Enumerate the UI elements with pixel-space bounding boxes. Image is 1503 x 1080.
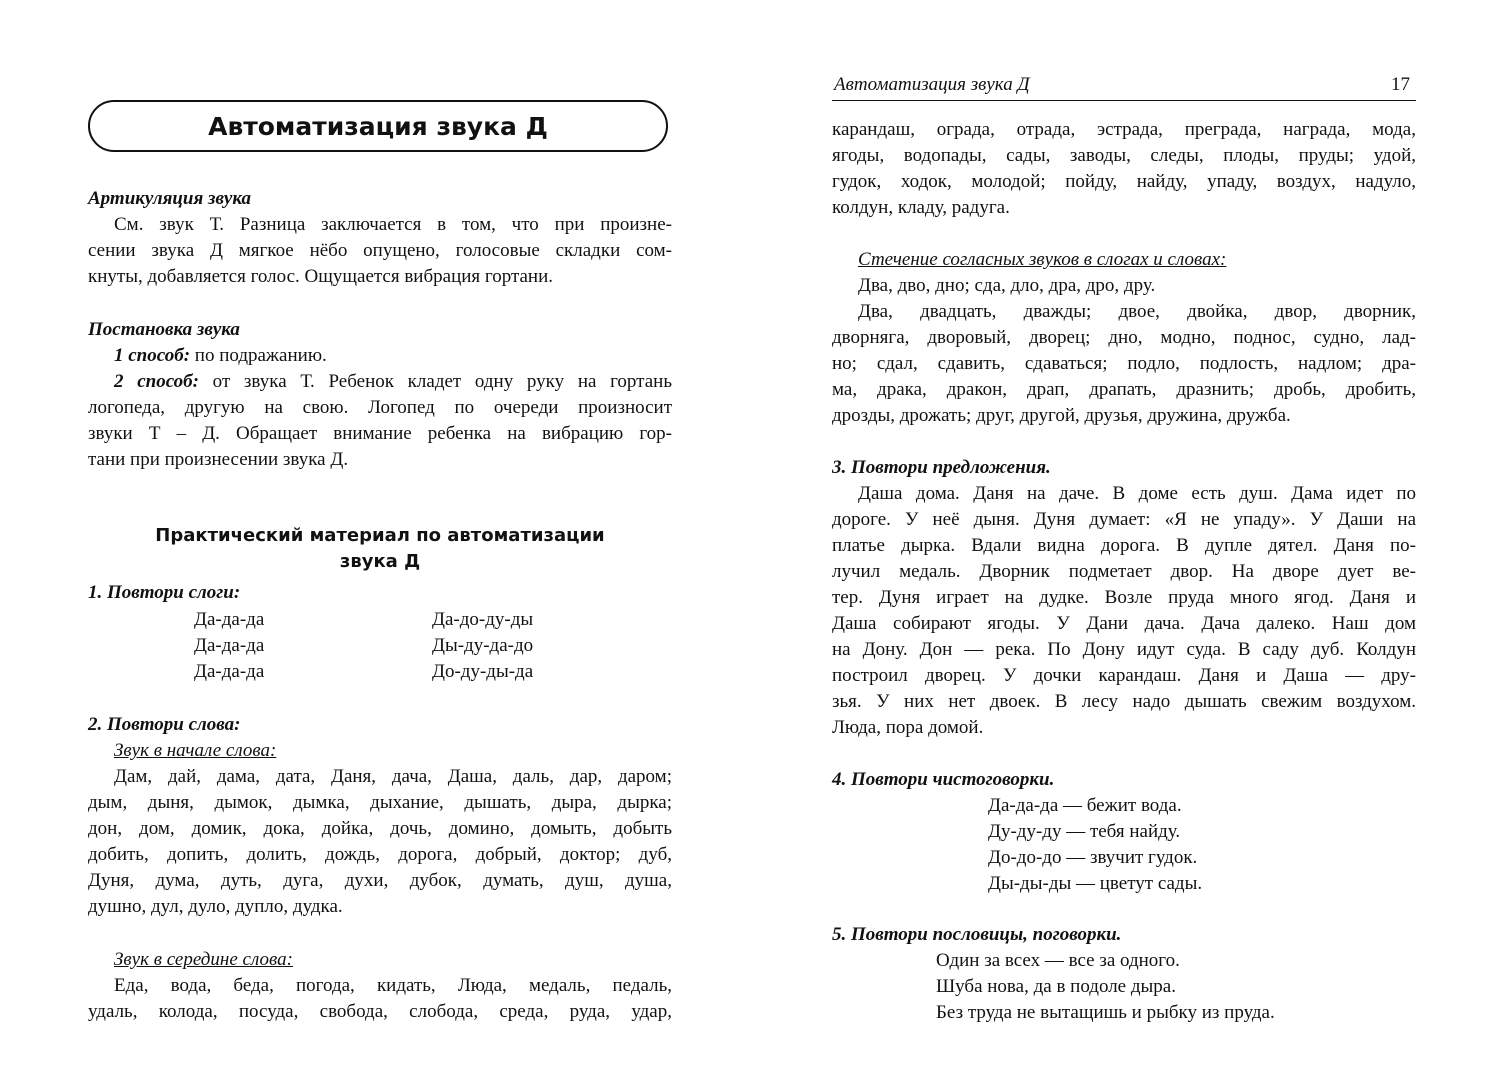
word-line: душно, дул, дуло, дупло, дудка.: [88, 896, 343, 917]
chapter-title-box: [88, 100, 668, 152]
ex1-heading: 1. Повтори слоги:: [88, 582, 241, 603]
way1-label: 1 способ:: [114, 345, 191, 366]
ex2-sub1: Звук в начале слова:: [114, 740, 277, 761]
sentence-line: Люда, пора домой.: [832, 717, 984, 738]
word-line: Еда, вода, беда, погода, кидать, Люда, медаль, педаль,: [114, 975, 672, 996]
setup-line: логопеда, другую на свою. Логопед по очереди произносит: [88, 397, 672, 418]
articulation-heading: Артикуляция звука: [88, 188, 252, 209]
syllable-item: Да-до-ду-ды: [432, 609, 534, 630]
sentence-line: построил дворец. У дочки карандаш. Даня и Даша — дру-: [832, 665, 1416, 686]
page-number: 17: [1391, 74, 1410, 95]
syllables-col2: [432, 607, 533, 685]
setup-way1: [88, 343, 672, 369]
verse-line: Ду-ду-ду — тебя найду.: [988, 821, 1181, 842]
chapter-title: Автоматизация звука Д: [208, 111, 548, 141]
articulation-line: сении звука Д мягкое нёбо опущено, голосовые складки сом-: [88, 240, 672, 261]
sentence-line: дороге. У неё дыня. Дуня думает: «Я не упаду». У Даши на: [832, 509, 1416, 530]
word-line: дрозды, дрожать; друг, другой, друзья, дружина, дружба.: [832, 405, 1291, 426]
way1-text: по подражанию.: [190, 345, 327, 366]
syllable-item: Да-да-да: [194, 609, 265, 630]
clusters-sub: Стечение согласных звуков в слогах и словах:: [858, 249, 1227, 270]
articulation-section: [88, 186, 672, 290]
ex4-heading: 4. Повтори чистоговорки.: [832, 769, 1055, 790]
clusters-section: [832, 247, 1416, 429]
sentence-line: Даша собирают ягоды. У Дани дача. Дача далеко. Наш дом: [832, 613, 1416, 634]
verse-line: Ды-ды-ды — цветут сады.: [988, 873, 1203, 894]
word-line: Два, двадцать, дважды; двое, двойка, двор, дворник,: [858, 301, 1416, 322]
setup-way2: [88, 369, 672, 395]
word-line: ягоды, водопады, сады, заводы, следы, плоды, пруды; удой,: [832, 145, 1416, 166]
syllable-item: До-ду-ды-да: [432, 661, 534, 682]
word-line: Дам, дай, дама, дата, Даня, дача, Даша, даль, дар, даром;: [114, 766, 672, 787]
word-line: удаль, колода, посуда, свобода, слобода, среда, руда, удар,: [88, 1001, 672, 1022]
verse-line: Без труда не вытащишь и рыбку из пруда.: [936, 1002, 1275, 1023]
setup-heading: Постановка звука: [88, 319, 240, 340]
word-line: карандаш, ограда, отрада, эстрада, преграда, награда, мода,: [832, 119, 1416, 140]
ex2-sub2: Звук в середине слова:: [114, 949, 293, 970]
ex2-heading: 2. Повтори слова:: [88, 714, 241, 735]
way2-text: от звука Т. Ребенок кладет одну руку на гортань: [198, 371, 672, 392]
ex5-heading: 5. Повтори пословицы, поговорки.: [832, 924, 1122, 945]
sentence-line: Даша дома. Даня на даче. В доме есть душ. Дама идет по: [858, 483, 1416, 504]
sentence-line: платье дырка. Вдали видна дорога. В дупле дятел. Даня по-: [832, 535, 1416, 556]
syllables-col1: [194, 607, 264, 685]
ex2-section: [88, 712, 672, 920]
clusters-syllables: Два, дво, дно; сда, дло, дра, дро, дру.: [858, 275, 1156, 296]
verse-line: Шуба нова, да в подоле дыра.: [936, 976, 1176, 997]
word-line: гудок, ходок, молодой; пойду, найду, упаду, воздух, надуло,: [832, 171, 1416, 192]
word-line: колдун, кладу, радуга.: [832, 197, 1010, 218]
word-line: дым, дыня, дымок, дымка, дыхание, дышать, дыра, дырка;: [88, 792, 672, 813]
ex3-heading: 3. Повтори предложения.: [832, 457, 1051, 478]
word-line: дворняга, дворовый, дворец; дно, модно, поднос, судно, лад-: [832, 327, 1416, 348]
setup-line: тани при произнесении звука Д.: [88, 449, 349, 470]
syllable-item: Да-да-да: [194, 661, 265, 682]
verse-line: До-до-до — звучит гудок.: [988, 847, 1198, 868]
setup-line: звуки Т – Д. Обращает внимание ребенка на вибрацию гор-: [88, 423, 672, 444]
tongue-twisters: [988, 793, 1202, 897]
practical-title-line: Практический материал по автоматизации: [155, 525, 605, 546]
ex3-section: [832, 455, 1416, 741]
syllable-item: Да-да-да: [194, 635, 265, 656]
words-continued: [832, 117, 1416, 221]
verse-line: Один за всех — все за одного.: [936, 950, 1180, 971]
sentence-line: тер. Дуня играет на дудке. Возле пруда много ягод. Даня и: [832, 587, 1416, 608]
articulation-line: кнуты, добавляется голос. Ощущается вибрация гортани.: [88, 266, 554, 287]
word-line: ма, драка, дракон, драп, драпать, дразнить; дробь, дробить,: [832, 379, 1416, 400]
sentence-line: зья. У них нет двоек. В лесу надо дышать свежим воздухом.: [832, 691, 1416, 712]
syllable-item: Ды-ду-да-до: [432, 635, 534, 656]
word-line: Дуня, дума, дуть, дуга, духи, дубок, думать, душ, душа,: [88, 870, 672, 891]
way2-label: 2 способ:: [114, 371, 199, 392]
ex2-middle-section: [88, 947, 672, 1025]
word-line: но; сдал, сдавить, сдаваться; подло, подлость, надлом; дра-: [832, 353, 1416, 374]
proverbs: [936, 948, 1275, 1026]
word-line: дон, дом, домик, дока, дойка, дочь, домино, домыть, добыть: [88, 818, 672, 839]
practical-title-line: звука Д: [339, 551, 421, 572]
word-line: добить, допить, долить, дождь, дорога, добрый, доктор; дуб,: [88, 844, 672, 865]
header-title: Автоматизация звука Д: [834, 74, 1030, 95]
verse-line: Да-да-да — бежит вода.: [988, 795, 1182, 816]
setup-section: [88, 317, 672, 473]
sentence-line: лучил медаль. Дворник подметает двор. На дворе дует ве-: [832, 561, 1416, 582]
sentence-line: на Дону. Дон — река. По Дону идут суда. В саду дуб. Колдун: [832, 639, 1416, 660]
running-header: [832, 72, 1416, 101]
articulation-line: См. звук Т. Разница заключается в том, что при произне-: [114, 214, 672, 235]
